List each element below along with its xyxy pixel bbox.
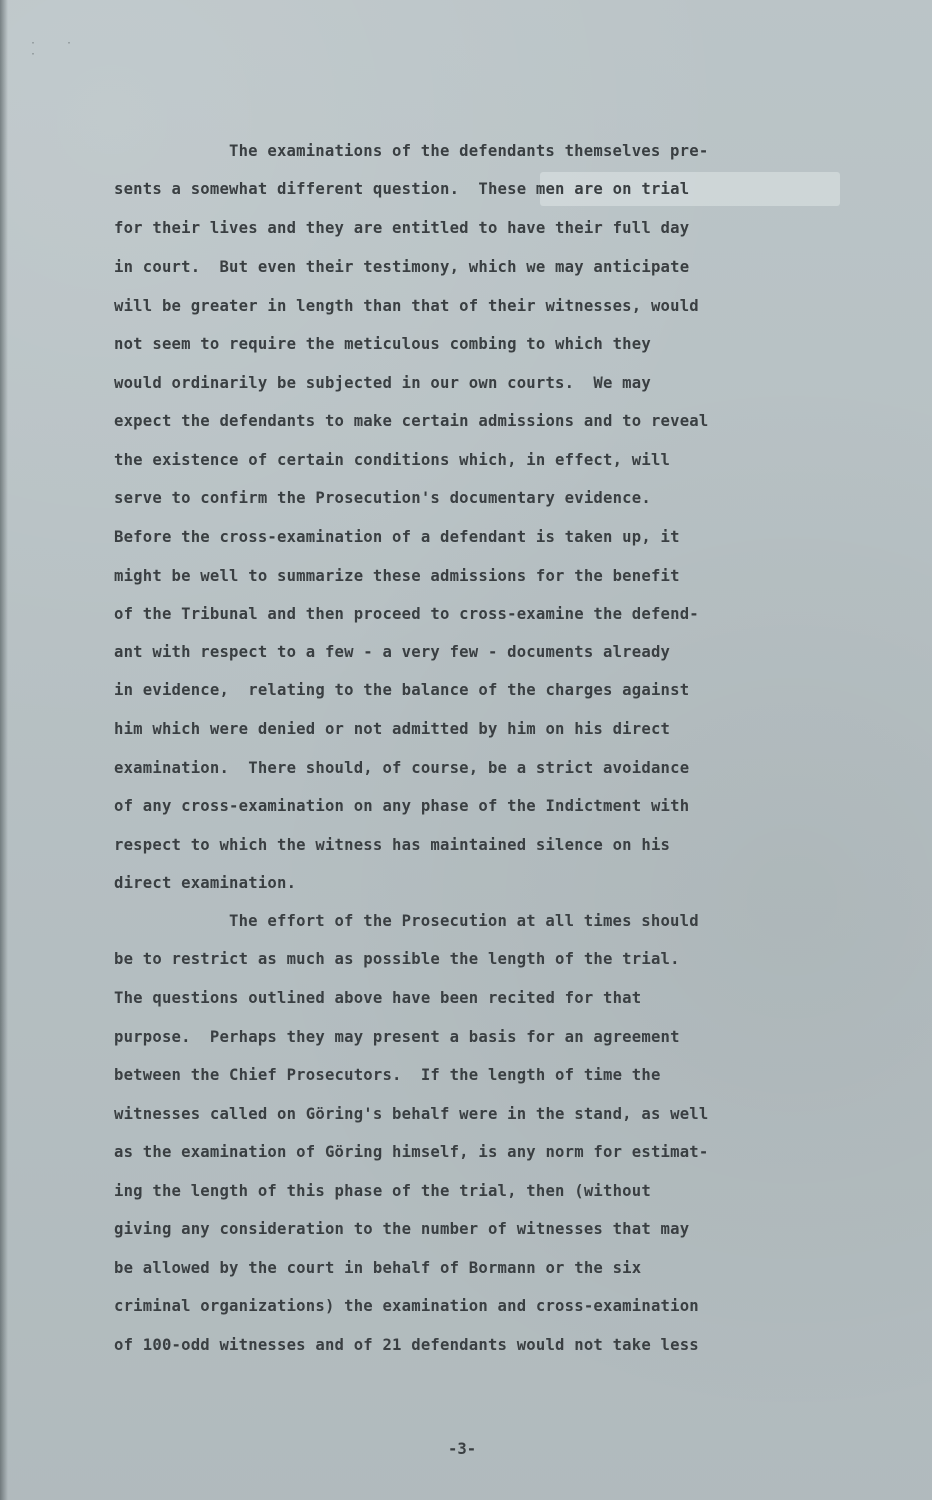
text-line: the existence of certain conditions which, in effect, will bbox=[114, 451, 671, 469]
page-edge-shadow bbox=[0, 0, 8, 1500]
text-line: The examinations of the defendants themselves pre- bbox=[229, 142, 709, 160]
text-line: ing the length of this phase of the trial, then (without bbox=[114, 1182, 651, 1200]
text-line: giving any consideration to the number of witnesses that may bbox=[114, 1220, 690, 1238]
text-line: The effort of the Prosecution at all times should bbox=[229, 912, 699, 930]
text-line: between the Chief Prosecutors. If the length of time the bbox=[114, 1066, 661, 1084]
text-line: in court. But even their testimony, which we may anticipate bbox=[114, 258, 690, 276]
text-line: criminal organizations) the examination and cross-examination bbox=[114, 1297, 699, 1315]
text-line: ant with respect to a few - a very few - documents already bbox=[114, 643, 671, 661]
text-line: might be well to summarize these admissions for the benefit bbox=[114, 567, 680, 585]
text-line: will be greater in length than that of their witnesses, would bbox=[114, 297, 699, 315]
text-line: The questions outlined above have been recited for that bbox=[114, 989, 642, 1007]
text-line: examination. There should, of course, be a strict avoidance bbox=[114, 759, 690, 777]
text-line: sents a somewhat different question. These men are on trial bbox=[114, 180, 690, 198]
text-line: witnesses called on Göring's behalf were in the stand, as well bbox=[114, 1105, 709, 1123]
text-line: of any cross-examination on any phase of the Indictment with bbox=[114, 797, 690, 815]
text-line: for their lives and they are entitled to have their full day bbox=[114, 219, 690, 237]
text-line: of the Tribunal and then proceed to cross-examine the defend- bbox=[114, 605, 699, 623]
text-line: would ordinarily be subjected in our own courts. We may bbox=[114, 374, 651, 392]
text-line: be to restrict as much as possible the length of the trial. bbox=[114, 950, 680, 968]
text-line: direct examination. bbox=[114, 874, 297, 892]
text-line: serve to confirm the Prosecution's documentary evidence. bbox=[114, 489, 651, 507]
text-line: be allowed by the court in behalf of Bormann or the six bbox=[114, 1259, 642, 1277]
paper-specks: · · · bbox=[30, 38, 85, 60]
text-line: purpose. Perhaps they may present a basis for an agreement bbox=[114, 1028, 680, 1046]
text-line: as the examination of Göring himself, is any norm for estimat- bbox=[114, 1143, 709, 1161]
text-line: in evidence, relating to the balance of the charges against bbox=[114, 681, 690, 699]
text-line: expect the defendants to make certain admissions and to reveal bbox=[114, 412, 709, 430]
text-line: not seem to require the meticulous combing to which they bbox=[114, 335, 651, 353]
text-line: him which were denied or not admitted by him on his direct bbox=[114, 720, 671, 738]
text-line: of 100-odd witnesses and of 21 defendants would not take less bbox=[114, 1336, 699, 1354]
text-line: respect to which the witness has maintained silence on his bbox=[114, 836, 671, 854]
page-number: -3- bbox=[448, 1440, 477, 1458]
text-line: Before the cross-examination of a defendant is taken up, it bbox=[114, 528, 680, 546]
